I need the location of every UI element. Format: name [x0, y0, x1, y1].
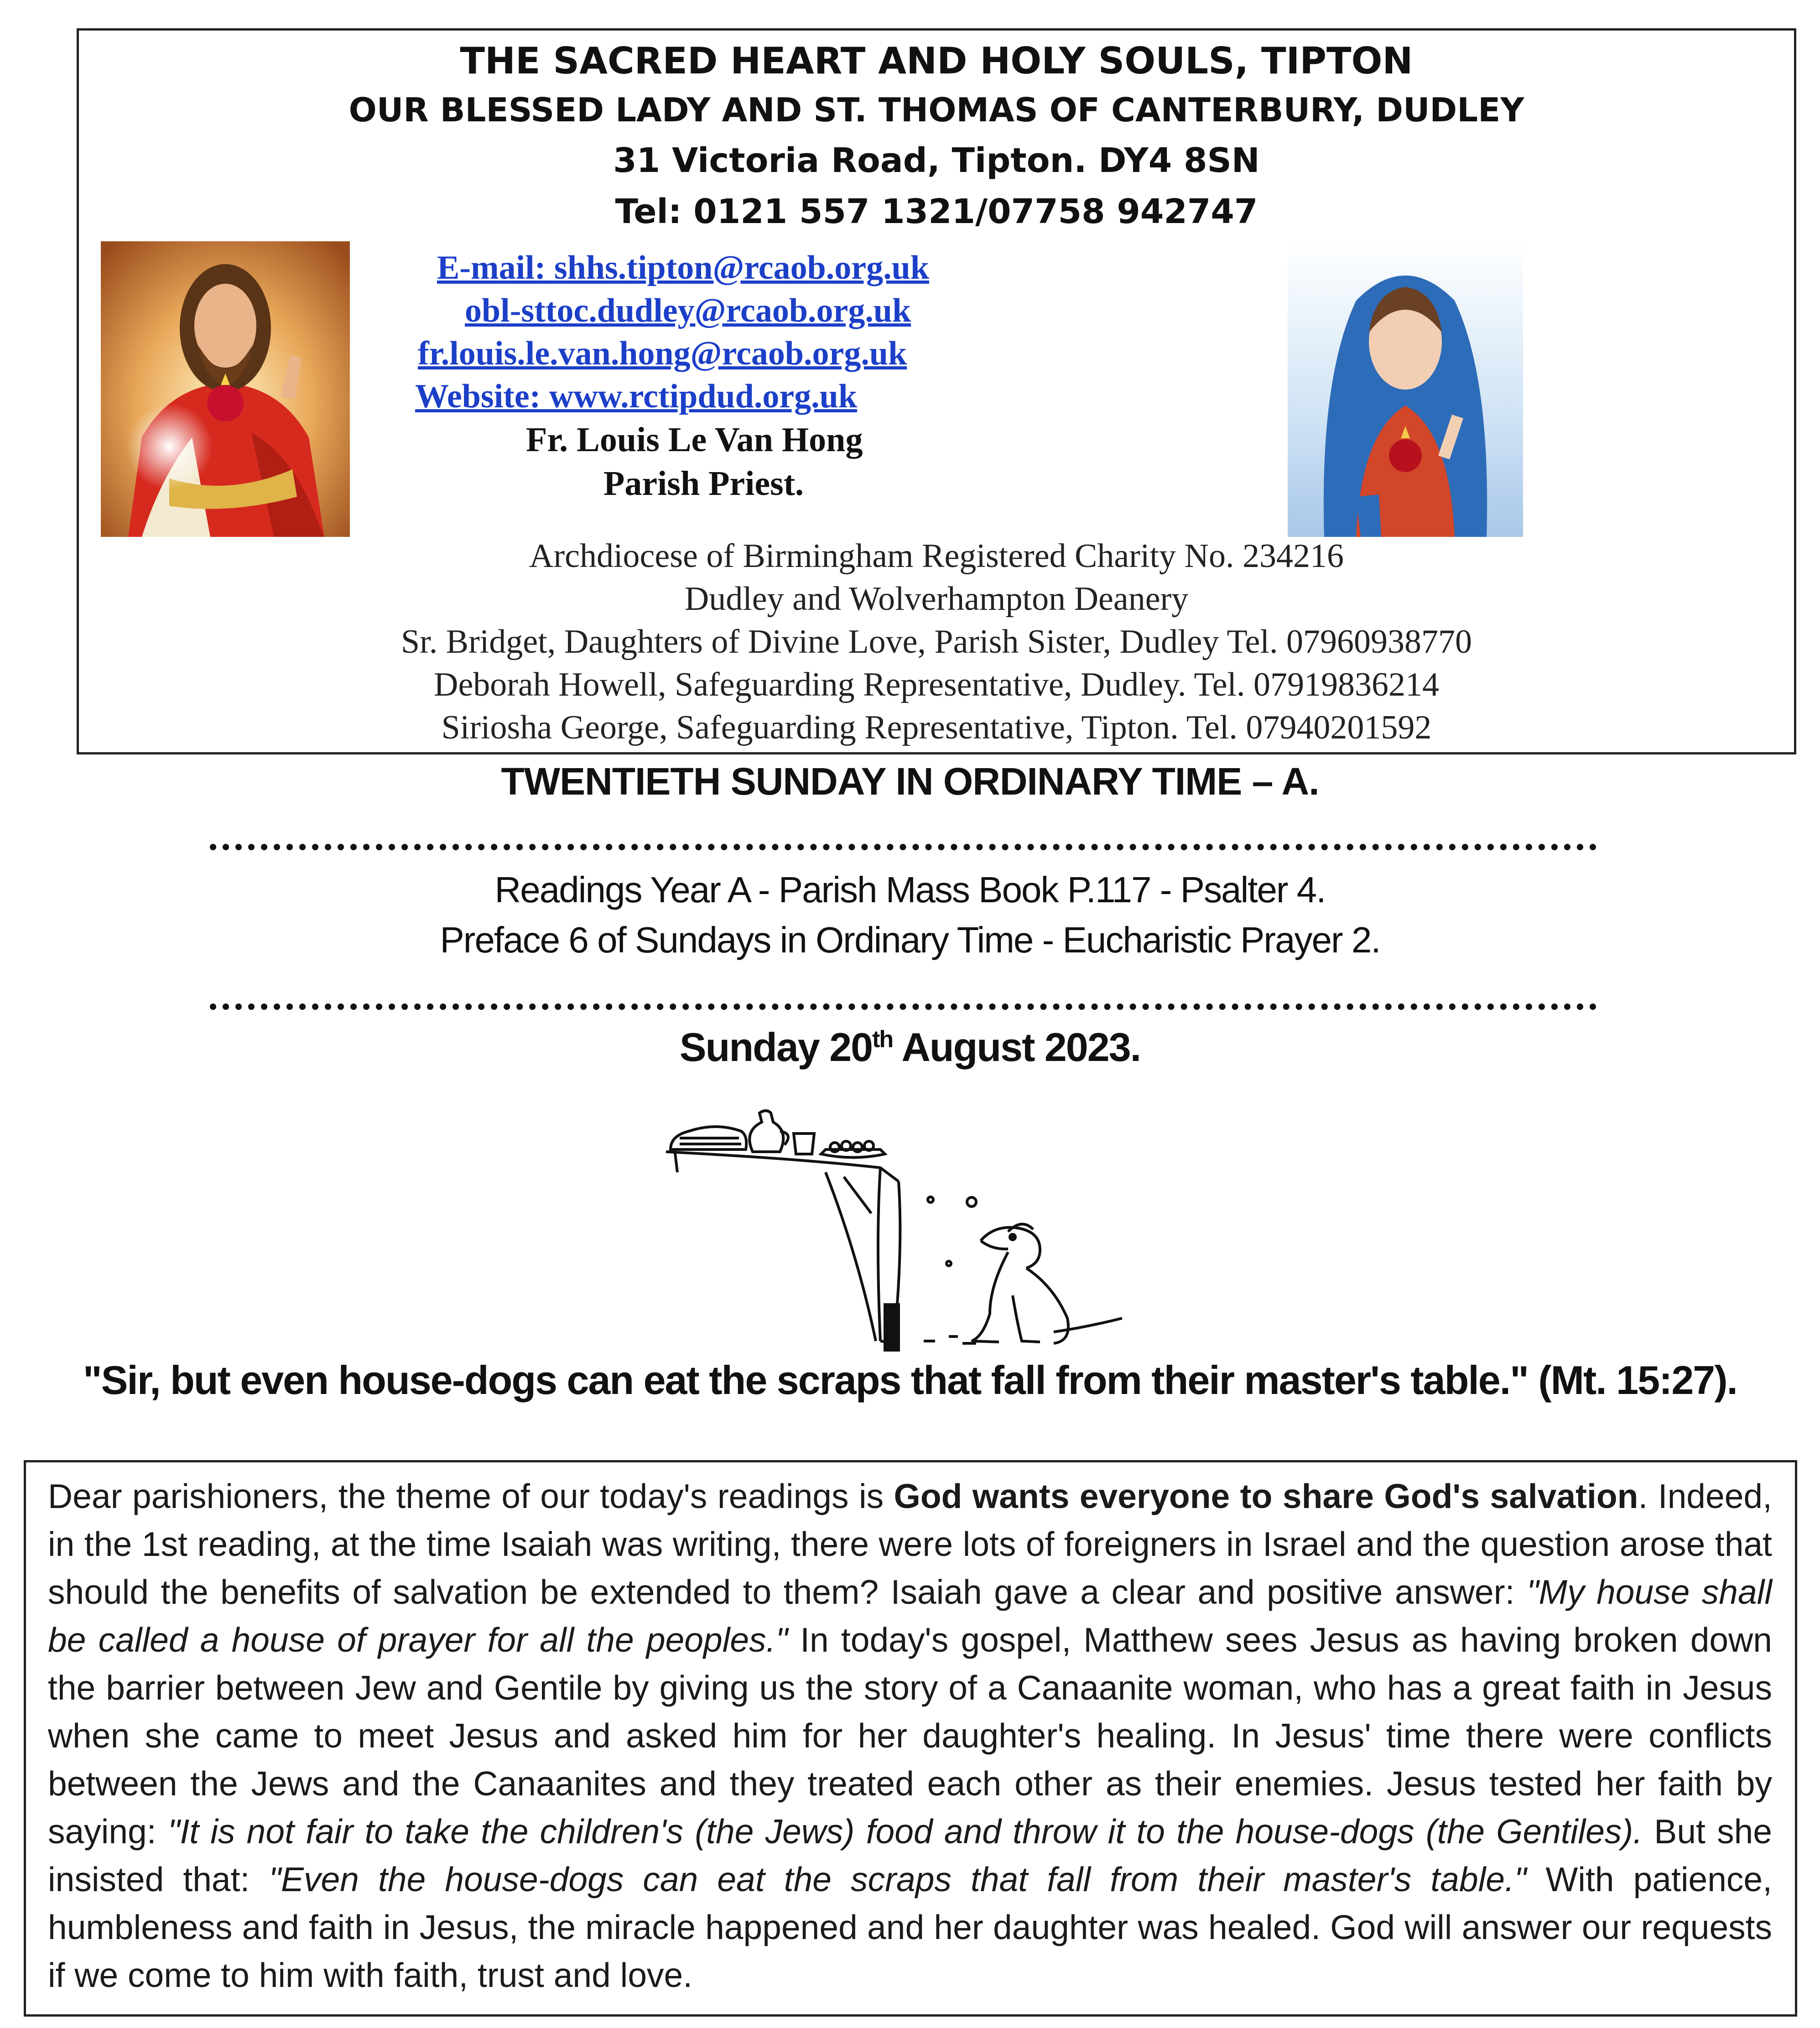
website-link[interactable]: Website: www.rctipdud.org.uk: [415, 378, 857, 415]
parish-address: 31 Victoria Road, Tipton. DY4 8SN: [613, 141, 1260, 180]
readings-info: Readings Year A - Parish Mass Book P.117 - Psalter 4.: [494, 869, 1326, 910]
letter-conclusion: With patience, humbleness and faith in Jesus, the miracle happened and her daughter was healed. God will answer our requests if we come to him with faith, trust and love.: [48, 1860, 1772, 1994]
parish-name-dudley: OUR BLESSED LADY AND ST. THOMAS OF CANTERBURY, DUDLEY: [348, 91, 1524, 129]
parish-sister-contact: Sr. Bridget, Daughters of Divine Love, Parish Sister, Dudley Tel. 07960938770: [401, 623, 1472, 660]
priest-name: Fr. Louis Le Van Hong: [526, 421, 863, 459]
parish-name-tipton: THE SACRED HEART AND HOLY SOULS, TIPTON: [460, 40, 1413, 82]
jesus-quote: "It is not fair to take the children's (the Jews) food and throw it to the house-dogs (the Gentiles).: [167, 1812, 1643, 1851]
sacred-heart-jesus-image: [101, 241, 350, 537]
letter-gospel: In today's gospel, Matthew sees Jesus as having broken down the barrier between Jew and Gentile by giving us the story of a Canaanite woman, who has a great faith in Jesus when she came to meet Jesus and asked him for her daughter's healing. In Jesus' time there were conflicts between the Jews and the Canaanites and they treated each other as their enemies. Jesus tested her faith by saying:: [48, 1621, 1772, 1851]
sunday-date: [0, 1024, 1820, 1071]
date-ordinal-suffix: th: [872, 1026, 893, 1053]
email-dudley-link[interactable]: obl-sttoc.dudley@rcaob.org.uk: [465, 292, 911, 329]
parish-telephone: Tel: 0121 557 1321/07758 942747: [615, 192, 1258, 231]
letter-insist: But she insisted that:: [48, 1812, 1772, 1898]
pastoral-letter-box: [24, 1460, 1797, 2017]
parish-header-box: [77, 28, 1796, 754]
sunday-title: TWENTIETH SUNDAY IN ORDINARY TIME – A.: [501, 760, 1319, 803]
email-priest-link[interactable]: fr.louis.le.van.hong@rcaob.org.uk: [418, 335, 907, 372]
letter-intro: Dear parishioners, the theme of our today's readings is: [48, 1477, 894, 1515]
dotted-divider-top: [210, 844, 1596, 857]
safeguarding-dudley-contact: Deborah Howell, Safeguarding Representative, Dudley. Tel. 07919836214: [434, 666, 1439, 703]
pastoral-letter-text: [48, 1472, 1772, 1999]
table-and-dog-illustration: [661, 1104, 1154, 1359]
dotted-divider-bottom: [210, 1004, 1596, 1016]
charity-number: Archdiocese of Birmingham Registered Charity No. 234216: [529, 537, 1344, 575]
letter-first-reading: . Indeed, in the 1st reading, at the time Isaiah was writing, there were lots of foreigners in Israel and the question arose that should the benefits of salvation be extended to them? Isaiah gave a clear and positive answer:: [48, 1477, 1772, 1611]
woman-quote: "Even the house-dogs can eat the scraps that fall from their master's table.": [269, 1860, 1527, 1898]
date-day: Sunday 20: [679, 1024, 873, 1070]
deanery: Dudley and Wolverhampton Deanery: [684, 580, 1189, 618]
gospel-quote: "Sir, but even house-dogs can eat the scraps that fall from their master's table." (Mt. 15:27).: [83, 1357, 1737, 1403]
date-month-year: August 2023.: [893, 1024, 1141, 1070]
immaculate-heart-mary-image: [1288, 241, 1523, 537]
letter-theme: God wants everyone to share God's salvation: [894, 1477, 1638, 1515]
isaiah-quote: "My house shall be called a house of prayer for all the peoples.": [48, 1573, 1772, 1659]
email-tipton-link[interactable]: E-mail: shhs.tipton@rcaob.org.uk: [437, 249, 929, 286]
safeguarding-tipton-contact: Siriosha George, Safeguarding Representative, Tipton. Tel. 07940201592: [441, 709, 1432, 746]
preface-info: Preface 6 of Sundays in Ordinary Time - Eucharistic Prayer 2.: [440, 920, 1380, 960]
priest-title: Parish Priest.: [603, 464, 804, 503]
